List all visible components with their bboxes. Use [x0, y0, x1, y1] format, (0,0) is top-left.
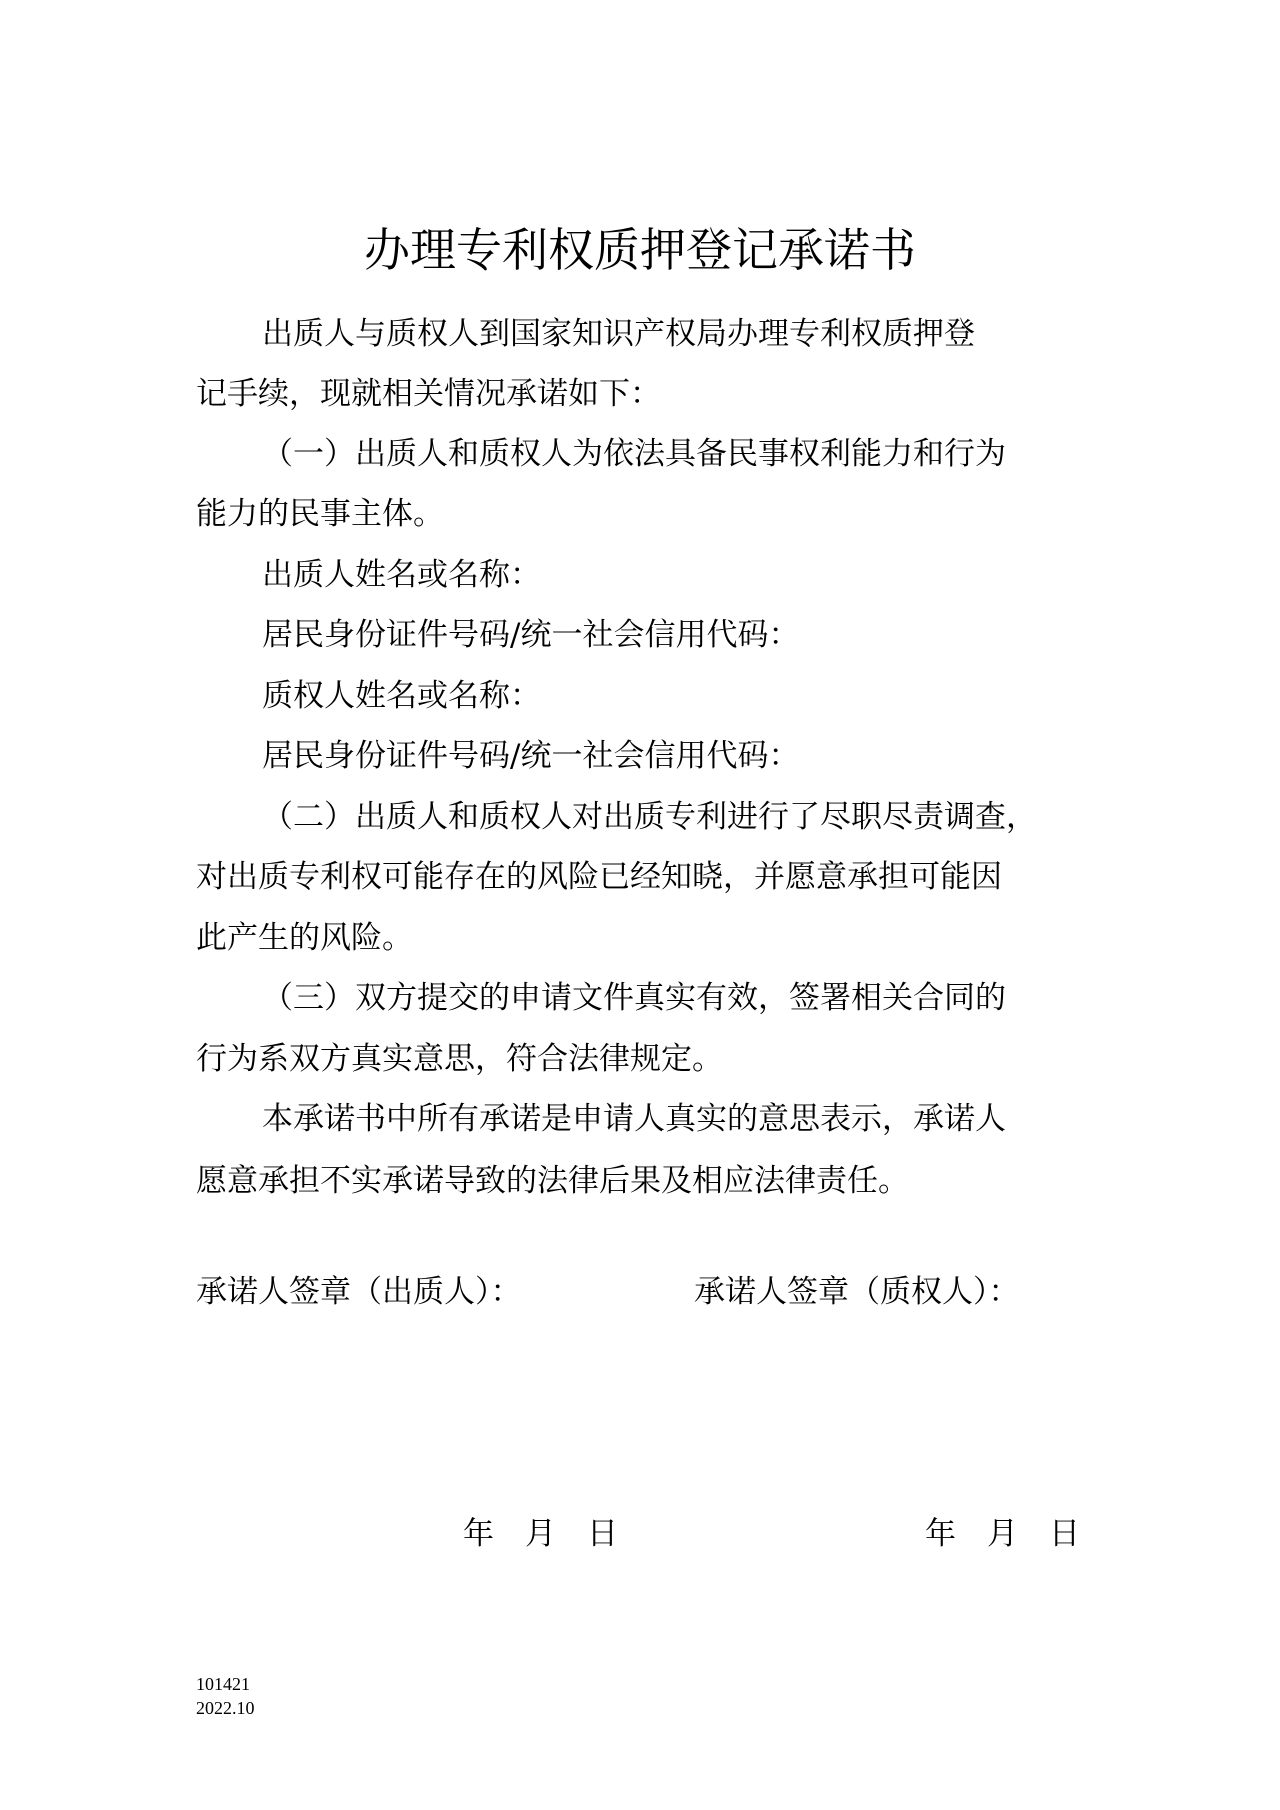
form-version: 2022.10: [196, 1698, 255, 1718]
paragraph-line: 出质人与质权人到国家知识产权局办理专利权质押登: [262, 316, 975, 352]
pledgee-signature-label: 承诺人签章（质权人）：: [694, 1274, 1020, 1310]
clause-2-line: 此产生的风险。: [196, 920, 413, 956]
clause-2-line: （二）出质人和质权人对出质专利进行了尽职尽责调查，: [262, 799, 1037, 835]
pledgor-signature-label: 承诺人签章（出质人）：: [196, 1274, 522, 1310]
clause-3-line: 行为系双方真实意思，符合法律规定。: [196, 1041, 723, 1077]
paragraph-line: 记手续，现就相关情况承诺如下：: [196, 376, 661, 412]
pledgee-name-field: 质权人姓名或名称：: [262, 678, 541, 714]
form-code: 101421: [196, 1674, 250, 1694]
declaration-line: 本承诺书中所有承诺是申请人真实的意思表示，承诺人: [262, 1101, 1006, 1137]
pledgor-date: 年 月 日: [463, 1516, 618, 1552]
clause-3-line: （三）双方提交的申请文件真实有效，签署相关合同的: [262, 980, 1006, 1016]
declaration-line: 愿意承担不实承诺导致的法律后果及相应法律责任。: [196, 1163, 909, 1199]
clause-1-line: （一）出质人和质权人为依法具备民事权利能力和行为: [262, 436, 1006, 472]
pledgee-date: 年 月 日: [925, 1516, 1080, 1552]
pledgor-name-field: 出质人姓名或名称：: [262, 557, 541, 593]
document-title: 办理专利权质押登记承诺书: [364, 223, 916, 277]
clause-2-line: 对出质专利权可能存在的风险已经知晓，并愿意承担可能因: [196, 859, 1002, 895]
pledgor-id-field: 居民身份证件号码/统一社会信用代码：: [262, 617, 800, 653]
clause-1-line: 能力的民事主体。: [196, 496, 444, 532]
pledgee-id-field: 居民身份证件号码/统一社会信用代码：: [262, 738, 800, 774]
